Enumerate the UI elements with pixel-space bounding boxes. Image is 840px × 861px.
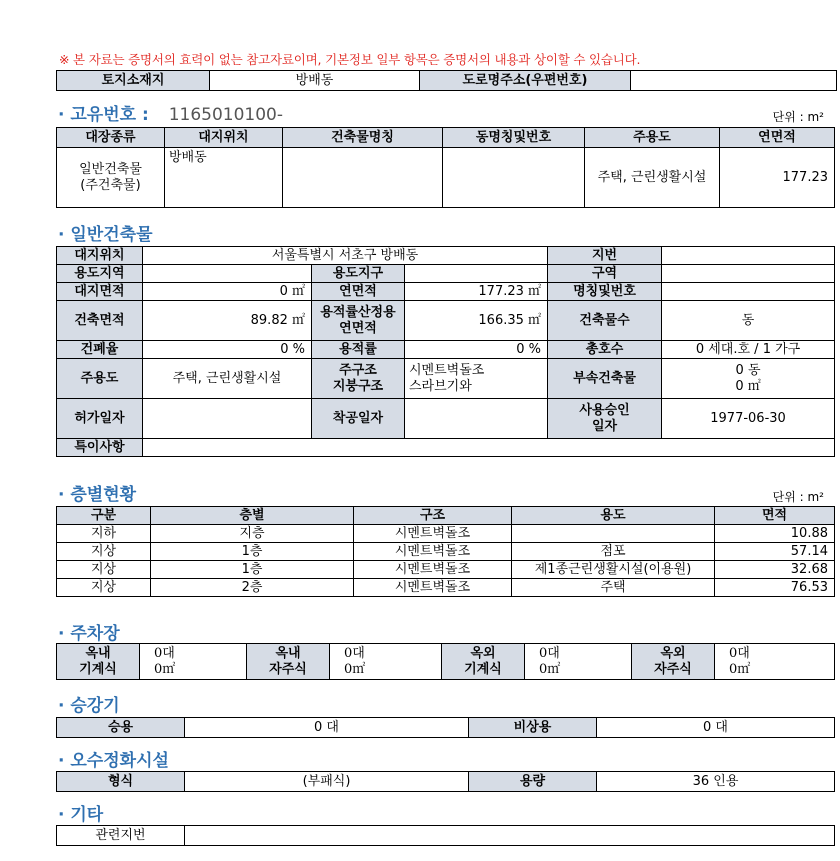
floor-area-value: 177.23 ㎡ (405, 283, 548, 301)
start-date-value (405, 399, 548, 439)
summary-name (283, 148, 443, 208)
elevator-passenger-label: 승용 (57, 718, 185, 738)
parking-area: 0㎡ (344, 661, 366, 677)
far-area-label (312, 301, 405, 341)
floor-level: 지층 (151, 525, 354, 543)
summary-use: 주택, 근린생활시설 (585, 148, 720, 208)
annex-value (662, 359, 835, 399)
general-heading: · 일반건축물 (58, 225, 153, 245)
far-area-value: 166.35 ㎡ (405, 301, 548, 341)
area-value (662, 265, 835, 283)
parking-label-line1: 옥외 (470, 645, 496, 661)
approval-date-value: 1977-06-30 (662, 399, 835, 439)
floor-structure: 시멘트벽돌조 (354, 561, 512, 579)
table-row (57, 579, 835, 597)
far-label: 용적률 (312, 341, 405, 359)
approval-date-label-line2: 일자 (591, 418, 618, 434)
bldg-name-value (662, 283, 835, 301)
sewage-capacity-label: 용량 (469, 772, 597, 792)
floor-use: 제1종근린생활시설(이용원) (512, 561, 715, 579)
site-label: 대지위치 (57, 247, 143, 265)
floor-use (512, 525, 715, 543)
main-use-label: 주용도 (57, 359, 143, 399)
parking-area: 0㎡ (539, 661, 561, 677)
floors-header-kind: 구분 (57, 507, 151, 525)
table-row (57, 525, 835, 543)
bcr-label: 건폐율 (57, 341, 143, 359)
parking-table (56, 643, 835, 680)
structure-value-line1: 시멘트벽돌조 (409, 362, 485, 378)
sewage-heading: · 오수정화시설 (58, 751, 169, 771)
annex-label: 부속건축물 (548, 359, 662, 399)
annex-value-count: 0 동 (735, 362, 761, 378)
parking-label-line1: 옥내 (275, 645, 301, 661)
structure-value-line2: 스라브기와 (409, 378, 472, 394)
etc-heading: · 기타 (58, 805, 104, 825)
floor-kind: 지상 (57, 561, 151, 579)
summary-header-area: 연면적 (720, 128, 835, 148)
floor-kind: 지상 (57, 543, 151, 561)
bldg-count-label: 건축물수 (548, 301, 662, 341)
parking-count: 0대 (344, 645, 365, 661)
parking-label-line2: 자주식 (654, 661, 692, 677)
floor-level: 1층 (151, 543, 354, 561)
approval-date-label (548, 399, 662, 439)
floor-use: 주택 (512, 579, 715, 597)
summary-unit: 단위 : m² (772, 110, 824, 124)
floor-structure: 시멘트벽돌조 (354, 543, 512, 561)
structure-label-line2: 지붕구조 (332, 378, 384, 394)
floor-kind: 지상 (57, 579, 151, 597)
bldg-area-label: 건축면적 (57, 301, 143, 341)
land-area-value: 0 ㎡ (143, 283, 312, 301)
parking-label-line2: 자주식 (269, 661, 307, 677)
summary-site: 방배동 (165, 148, 283, 208)
parking-outdoor-mech-value (525, 644, 632, 680)
parking-outdoor-mech-label (442, 644, 525, 680)
summary-type-line2: (주건축물) (80, 177, 141, 193)
bcr-value: 0 % (143, 341, 312, 359)
floor-level: 2층 (151, 579, 354, 597)
elevator-table (56, 717, 835, 738)
summary-header-use: 주용도 (585, 128, 720, 148)
annex-value-area: 0 ㎡ (735, 378, 761, 394)
summary-area: 177.23 (720, 148, 835, 208)
sewage-type-value: (부패식) (185, 772, 469, 792)
road-address-label: 도로명주소(우편번호) (420, 71, 631, 91)
permit-date-value (143, 399, 312, 439)
units-label: 총호수 (548, 341, 662, 359)
jibun-label: 지번 (548, 247, 662, 265)
floor-area-label: 연면적 (312, 283, 405, 301)
structure-label (312, 359, 405, 399)
floor-structure: 시멘트벽돌조 (354, 525, 512, 543)
far-area-label-line1: 용적률산정용 (320, 304, 396, 320)
etc-table (56, 825, 835, 846)
parking-indoor-self-value (330, 644, 442, 680)
parking-label-line2: 기계식 (464, 661, 502, 677)
floor-structure: 시멘트벽돌조 (354, 579, 512, 597)
bldg-count-value: 동 (662, 301, 835, 341)
parking-count: 0대 (539, 645, 560, 661)
sewage-table (56, 771, 835, 792)
related-lot-label: 관련지번 (57, 826, 185, 846)
parking-label-line2: 기계식 (79, 661, 117, 677)
land-area-label: 대지면적 (57, 283, 143, 301)
floors-heading: · 층별현황 (58, 485, 137, 505)
summary-header-site: 대지위치 (165, 128, 283, 148)
parking-indoor-self-label (247, 644, 330, 680)
elevator-emergency-label: 비상용 (469, 718, 597, 738)
floors-header-use: 용도 (512, 507, 715, 525)
district-value (405, 265, 548, 283)
floor-area: 57.14 (715, 543, 835, 561)
structure-value (405, 359, 548, 399)
sewage-capacity-value: 36 인용 (597, 772, 835, 792)
approval-date-label-line1: 사용승인 (579, 402, 630, 418)
far-area-label-line2: 연면적 (339, 320, 377, 336)
parking-indoor-mech-value (140, 644, 247, 680)
parking-indoor-mech-label (57, 644, 140, 680)
bldg-area-value: 89.82 ㎡ (143, 301, 312, 341)
parking-count: 0대 (729, 645, 750, 661)
special-notes-label: 특이사항 (57, 439, 143, 457)
main-use-value: 주택, 근린생활시설 (143, 359, 312, 399)
location-table (56, 70, 837, 91)
structure-label-line1: 주구조 (339, 362, 377, 378)
summary-type-line1: 일반건축물 (79, 161, 142, 177)
far-value: 0 % (405, 341, 548, 359)
floor-use: 점포 (512, 543, 715, 561)
sewage-type-label: 형식 (57, 772, 185, 792)
parking-heading: · 주차장 (58, 624, 120, 644)
floor-area: 32.68 (715, 561, 835, 579)
summary-header-type: 대장종류 (57, 128, 165, 148)
floors-table (56, 506, 835, 597)
unique-number-heading (58, 100, 283, 125)
floor-kind: 지하 (57, 525, 151, 543)
elevator-emergency-value: 0 대 (597, 718, 835, 738)
parking-label-line1: 옥외 (660, 645, 686, 661)
summary-dong (443, 148, 585, 208)
floor-level: 1층 (151, 561, 354, 579)
parking-outdoor-self-label (632, 644, 715, 680)
elevator-passenger-value: 0 대 (185, 718, 469, 738)
permit-date-label: 허가일자 (57, 399, 143, 439)
zone-label: 용도지역 (57, 265, 143, 283)
disclaimer-notice: ※ 본 자료는 증명서의 효력이 없는 참고자료이며, 기본정보 일부 항목은 증명서의 내용과 상이할 수 있습니다. (59, 52, 641, 67)
floor-area: 10.88 (715, 525, 835, 543)
start-date-label: 착공일자 (312, 399, 405, 439)
parking-outdoor-self-value (715, 644, 835, 680)
land-location-label: 토지소재지 (57, 71, 210, 91)
parking-area: 0㎡ (154, 661, 176, 677)
area-label: 구역 (548, 265, 662, 283)
floor-area: 76.53 (715, 579, 835, 597)
bldg-name-label: 명칭및번호 (548, 283, 662, 301)
parking-area: 0㎡ (729, 661, 751, 677)
summary-header-name: 건축물명칭 (283, 128, 443, 148)
summary-type (57, 148, 165, 208)
site-value: 서울특별시 서초구 방배동 (143, 247, 548, 265)
related-lot-value (185, 826, 835, 846)
floors-header-area: 면적 (715, 507, 835, 525)
general-table (56, 246, 835, 457)
units-value: 0 세대.호 / 1 가구 (662, 341, 835, 359)
parking-count: 0대 (154, 645, 175, 661)
land-location-value: 방배동 (210, 71, 420, 91)
parking-label-line1: 옥내 (85, 645, 111, 661)
zone-value (143, 265, 312, 283)
jibun-value (662, 247, 835, 265)
summary-header-dong: 동명칭및번호 (443, 128, 585, 148)
elevator-heading: · 승강기 (58, 696, 120, 716)
unique-number-value: 1165010100- (168, 105, 283, 125)
unique-number-label: · 고유번호 : (58, 105, 149, 125)
floors-header-structure: 구조 (354, 507, 512, 525)
table-row (57, 543, 835, 561)
road-address-value (631, 71, 837, 91)
summary-table (56, 127, 835, 208)
district-label: 용도지구 (312, 265, 405, 283)
special-notes-value (143, 439, 835, 457)
table-row (57, 561, 835, 579)
floors-header-floor: 층별 (151, 507, 354, 525)
floors-unit: 단위 : m² (772, 490, 824, 504)
